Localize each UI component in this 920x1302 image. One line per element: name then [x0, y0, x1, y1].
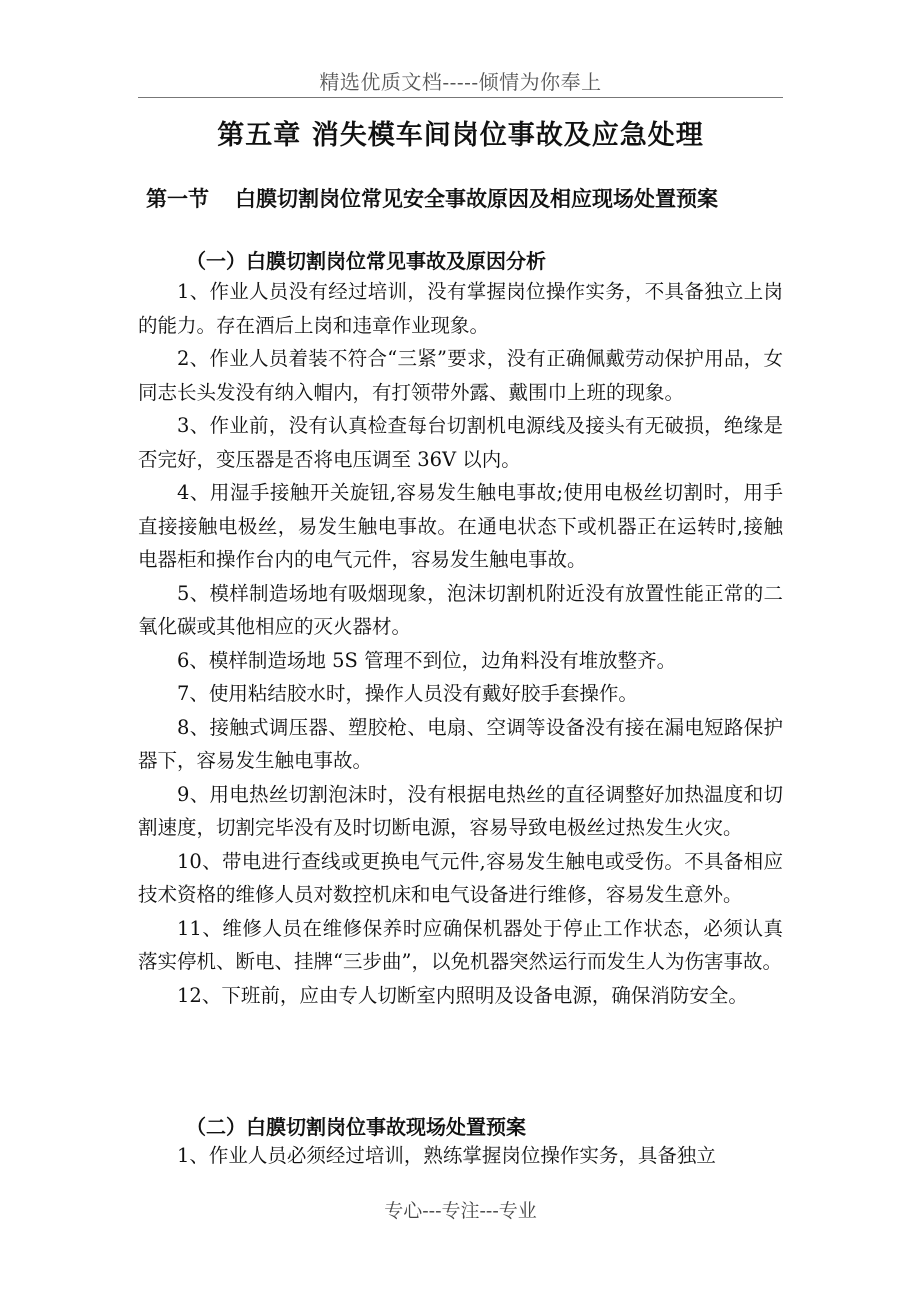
page-header: 精选优质文档-----倾情为你奉上: [319, 70, 602, 94]
paragraph: 7、使用粘结胶水时，操作人员没有戴好胶手套操作。: [177, 682, 638, 705]
paragraph: 1、作业人员必须经过培训，熟练掌握岗位操作实务，具备独立: [177, 1144, 716, 1167]
paragraph: 2、作业人员着装不符合“三紧”要求，没有正确佩戴劳动保护用品，女同志长头发没有纳入帽内，有打领带外露、戴围巾上班的现象。: [138, 347, 783, 404]
paragraph: 6、模样制造场地 5S 管理不到位，边角料没有堆放整齐。: [177, 648, 677, 672]
page-footer: 专心---专注---专业: [384, 1200, 537, 1222]
paragraph: 12、下班前，应由专人切断室内照明及设备电源，确保消防安全。: [177, 983, 748, 1007]
subsection-1-body: [138, 275, 783, 1012]
header-divider: [138, 97, 783, 98]
section-title-text: 白膜切割岗位常见安全事故原因及相应现场处置预案: [235, 187, 718, 211]
paragraph: 3、作业前，没有认真检查每台切割机电源线及接头有无破损，绝缘是否完好，变压器是否将电压调至 36V 以内。: [138, 414, 783, 471]
section-number: 第一节: [146, 187, 209, 211]
section-title: [146, 183, 718, 213]
paragraph: 5、模样制造场地有吸烟现象，泡沫切割机附近没有放置性能正常的二氧化碳或其他相应的灭火器材。: [138, 581, 783, 638]
paragraph: 10、带电进行查线或更换电气元件,容易发生触电或受伤。不具备相应技术资格的维修人员对数控机床和电气设备进行维修，容易发生意外。: [138, 849, 783, 906]
chapter-title: 第五章 消失模车间岗位事故及应急处理: [217, 120, 704, 151]
subsection-2-body: [138, 1139, 783, 1173]
paragraph: 9、用电热丝切割泡沫时，没有根据电热丝的直径调整好加热温度和切割速度，切割完毕没有及时切断电源，容易导致电极丝过热发生火灾。: [138, 782, 783, 839]
paragraph: 4、用湿手接触开关旋钮,容易发生触电事故;使用电极丝切割时，用手直接接触电极丝，易发生触电事故。在通电状态下或机器正在运转时,接触电器柜和操作台内的电气元件，容易发生触电事故。: [138, 481, 783, 571]
paragraph: 8、接触式调压器、塑胶枪、电扇、空调等设备没有接在漏电短路保护器下，容易发生触电事故。: [138, 715, 783, 772]
subsection-1-heading: （一）白膜切割岗位常见事故及原因分析: [186, 249, 546, 273]
paragraph: 1、作业人员没有经过培训，没有掌握岗位操作实务，不具备独立上岗的能力。存在酒后上岗和违章作业现象。: [138, 280, 783, 337]
paragraph: 11、维修人员在维修保养时应确保机器处于停止工作状态，必须认真落实停机、断电、挂牌“三步曲”，以免机器突然运行而发生人为伤害事故。: [138, 916, 783, 973]
subsection-2-heading: （二）白膜切割岗位事故现场处置预案: [186, 1115, 526, 1139]
